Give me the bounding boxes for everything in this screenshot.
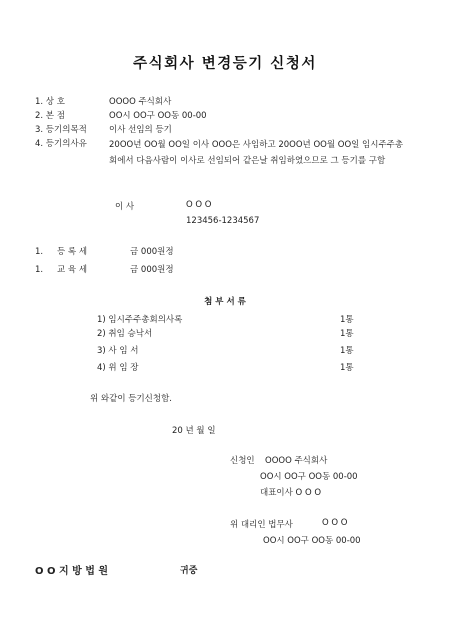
tax-value: 금 000원정 <box>130 265 174 275</box>
tax-label: 등 록 세 <box>57 247 88 257</box>
field-value: OO시 OO구 OO동 00-00 <box>109 111 207 121</box>
attachment-item: 3) 사 임 서 <box>97 346 139 356</box>
field-trade-name <box>35 95 171 107</box>
applicant-address: OO시 OO구 OO동 00-00 <box>260 472 358 482</box>
attachment-item: 4) 위 임 장 <box>97 363 139 373</box>
applicant-company: OOOO 주식회사 <box>265 456 328 466</box>
date-line: 20 년 월 일 <box>172 426 216 436</box>
statement: 위 와같이 등기신청함. <box>90 394 173 404</box>
tax-label: 교 육 세 <box>57 265 88 275</box>
court-name: O O 지 방 법 원 <box>35 566 109 577</box>
attachment-item: 2) 취임 승낙서 <box>97 329 153 339</box>
tax-num: 1. <box>35 247 44 257</box>
attachment-count: 1통 <box>340 346 354 356</box>
field-purpose <box>35 123 172 135</box>
field-head-office <box>35 109 207 121</box>
director-name: O O O <box>186 200 212 210</box>
tax-num: 1. <box>35 265 44 275</box>
field-value: 이사 선임의 등기 <box>109 125 172 135</box>
field-label: 2. 본 점 <box>35 111 65 121</box>
director-id-number: 123456-1234567 <box>186 216 260 226</box>
field-label: 3. 등기의목적 <box>35 125 87 135</box>
agent-address: OO시 OO구 OO동 00-00 <box>263 536 361 546</box>
attachment-item: 1) 임시주주총회의사록 <box>97 315 183 325</box>
field-label: 1. 상 호 <box>35 97 65 107</box>
document-title: 주식회사 변경등기 신청서 <box>133 56 317 72</box>
field-value: OOOO 주식회사 <box>109 97 172 107</box>
attachment-count: 1통 <box>340 315 354 325</box>
field-reason <box>35 137 430 169</box>
attachments-heading: 첨 부 서 류 <box>204 297 246 307</box>
tax-education <box>35 263 174 275</box>
attachment-count: 1통 <box>340 363 354 373</box>
applicant-representative: 대표이사 O O O <box>260 488 322 498</box>
agent-name: O O O <box>322 518 348 528</box>
tax-registration <box>35 245 174 257</box>
director-label: 이 사 <box>115 202 135 212</box>
tax-value: 금 000원정 <box>130 247 174 257</box>
agent-label: 위 대리인 법무사 <box>230 520 293 530</box>
applicant-label: 신청인 <box>230 456 255 466</box>
attachment-count: 1통 <box>340 329 354 339</box>
reason-text: 20OO년 OO월 OO일 이사 OOO은 사임하고 20OO년 OO월 OO일 임시주주총회에서 다음사람이 이사로 선임되어 같은날 취임하였으므로 그 등기를 구함 <box>109 140 404 166</box>
court-suffix: 귀중 <box>180 566 198 576</box>
field-label: 4. 등기의사유 <box>35 139 87 149</box>
